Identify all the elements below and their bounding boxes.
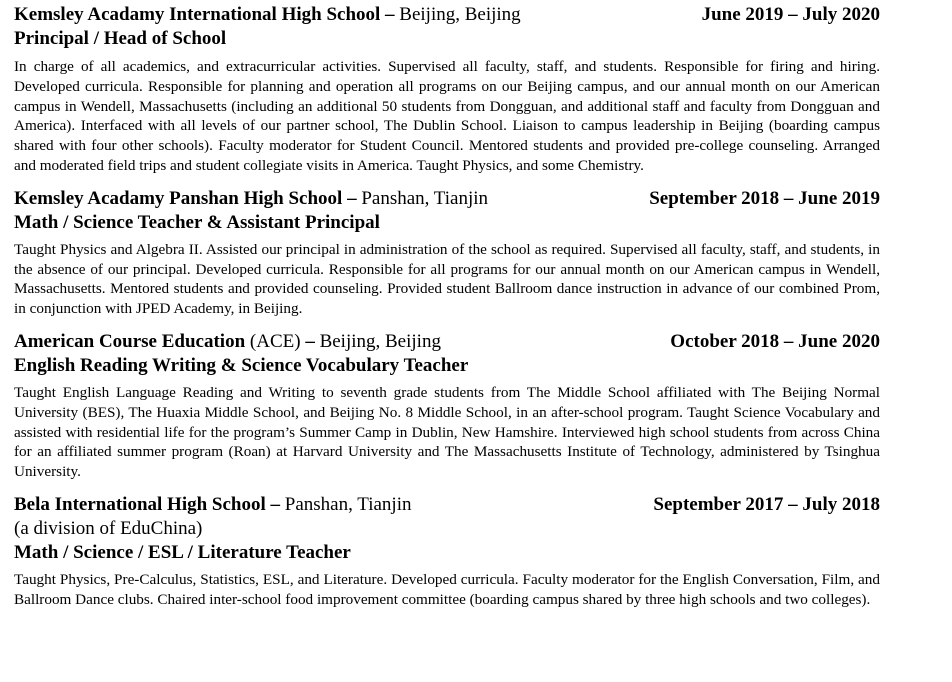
employment-dates: September 2017 – July 2018 (653, 493, 880, 515)
job-title: Math / Science / ESL / Literature Teacher (14, 541, 351, 563)
organization-subtitle: (a division of EduChina) (14, 517, 203, 539)
organization-location: Beijing, Beijing (314, 330, 441, 352)
job-title: Math / Science Teacher & Assistant Principal (14, 211, 380, 233)
organization-abbreviation: (ACE) (245, 330, 301, 352)
entry-header (14, 330, 880, 354)
organization-location: Panshan, Tianjin (280, 493, 412, 515)
employment-dates: October 2018 – June 2020 (670, 330, 880, 352)
experience-entry (14, 187, 880, 319)
employment-dates: June 2019 – July 2020 (701, 4, 880, 25)
experience-entry (14, 3, 880, 176)
organization-name: American Course Education (14, 330, 246, 352)
entry-header (14, 187, 880, 211)
job-description: In charge of all academics, and extracurricular activities. Supervised all faculty, staff, and students. Responsible for firing and hiring. Developed curricula. Responsible for planning and operation all programs on our Beijing campus, and our annual month on our American campus in Wendell, Massachusetts (including an additional 50 students from Dongguan, and additional staff and faculty from Dongguan and America). Interfaced with all levels of our partner school, The Dublin School. Liaison to campus leadership in Beijing (boarding campus shared with four other schools). Faculty moderator for Student Council. Mentored students and provided pre-college counseling. Arranged and moderated field trips and student collegiate visits in America. Taught Physics, and some Chemistry. (14, 58, 880, 174)
experience-entry (14, 330, 880, 482)
entry-header (14, 493, 880, 517)
job-title: Principal / Head of School (14, 28, 227, 49)
entry-header (14, 3, 880, 27)
job-description: Taught Physics and Algebra II. Assisted our principal in administration of the school as required. Supervised all faculty, staff, and students, in the absence of our principal. Developed curricula. Responsible for all programs for our annual month on our American campus in Wendell, Massachusetts. Mentored students and provided counseling. Provided student Ballroom dance instruction in advance of our combined Prom, in conjunction with JPED Academy, in Beijing. (14, 240, 880, 318)
experience-entry (14, 493, 880, 610)
organization-name: Kemsley Acadamy International High School – (14, 4, 395, 25)
organization-location: Beijing, Beijing (394, 4, 521, 25)
employment-dates: September 2018 – June 2019 (649, 187, 880, 209)
organization-dash: – (300, 330, 315, 352)
job-title: English Reading Writing & Science Vocabulary Teacher (14, 354, 469, 376)
organization-name: Kemsley Acadamy Panshan High School – (14, 187, 357, 209)
job-description: Taught English Language Reading and Writing to seventh grade students from The Middle School affiliated with The Beijing Normal University (BES), The Huaxia Middle School, and Beijing No. 8 Middle School, in an after-school program. Taught Science Vocabulary and assisted with residential life for the program’s Summer Camp in Dublin, New Hamshire. Interviewed high school students from across China for an affiliated summer program (Roan) at Harvard University and The Massachusetts Institute of Technology, administered by Tsinghua University. (14, 383, 880, 481)
job-description: Taught Physics, Pre-Calculus, Statistics, ESL, and Literature. Developed curricula. Faculty moderator for the English Conversation, Film, and Ballroom Dance clubs. Chaired inter-school food improvement committee (boarding campus shared by three high schools and two colleges). (14, 570, 880, 608)
organization-name: Bela International High School – (14, 493, 281, 515)
organization-location: Panshan, Tianjin (356, 187, 489, 209)
